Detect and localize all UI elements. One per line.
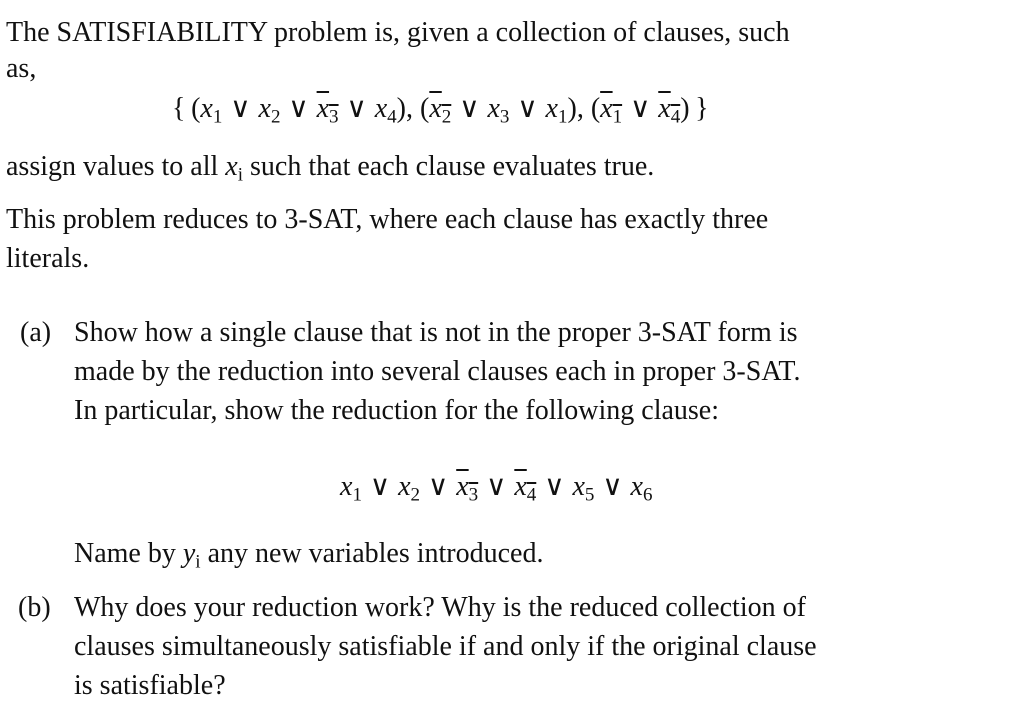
- literal: $x_4$: [514, 471, 537, 506]
- example-formula: [172, 92, 709, 134]
- or-operator: ∨: [486, 471, 507, 502]
- part-a-name-line: Name by $y_i$ any new variables introduced.: [74, 538, 544, 573]
- clause: [191, 93, 406, 128]
- part-a-line-3: In particular, show the reduction for the following clause:: [74, 395, 720, 426]
- or-operator: ∨: [602, 471, 623, 502]
- intro-line-2: as,: [6, 53, 37, 84]
- paren-close: ): [396, 93, 406, 124]
- intro-line-1: The SATISFIABILITY problem is, given a collection of clauses, such: [6, 17, 790, 48]
- literal: $x_1$: [200, 93, 223, 128]
- literal: $x_6$: [630, 471, 653, 506]
- part-b-line-2: clauses simultaneously satisfiable if and only if the original clause: [74, 631, 817, 662]
- or-operator: ∨: [230, 93, 251, 124]
- literal: $x_4$: [658, 93, 681, 128]
- part-b-line-1: Why does your reduction work? Why is the reduced collection of: [74, 592, 806, 623]
- literal: $x_3$: [316, 93, 339, 128]
- or-operator: ∨: [346, 93, 367, 124]
- or-operator: ∨: [459, 93, 480, 124]
- literal: $x_1$: [340, 471, 362, 506]
- literal: $x_3$: [487, 93, 510, 128]
- paren-close: ): [567, 93, 577, 124]
- var-y-i: $y_i$: [182, 538, 201, 573]
- part-a-line-1: Show how a single clause that is not in the proper 3-SAT form is: [74, 317, 798, 348]
- comma: ,: [576, 93, 591, 124]
- reduces-line-2: literals.: [6, 243, 90, 274]
- literal: $x_1$: [600, 93, 623, 128]
- or-operator: ∨: [427, 471, 449, 502]
- part-b-line-3: is satisfiable?: [74, 670, 226, 701]
- literal: $x_5$: [572, 471, 595, 506]
- paren-open: (: [420, 93, 430, 124]
- literal: $x_4$: [374, 93, 397, 128]
- literal: $x_3$: [456, 471, 479, 506]
- or-operator: ∨: [629, 93, 651, 124]
- part-b-label: (b): [18, 592, 51, 623]
- close-brace: }: [695, 93, 709, 124]
- or-operator: ∨: [544, 471, 565, 502]
- paren-open: (: [590, 93, 601, 124]
- paren-close: ): [680, 93, 690, 124]
- literal: $x_1$: [545, 93, 568, 128]
- or-operator: ∨: [369, 471, 391, 502]
- part-a-label: (a): [20, 317, 52, 348]
- or-operator: ∨: [288, 93, 309, 124]
- assign-values-line: assign values to all $x_i$ such that each clause evaluates true.: [6, 151, 655, 186]
- var-x-i: $x_i$: [225, 151, 244, 186]
- literal: $x_2$: [429, 93, 452, 128]
- open-brace: {: [172, 93, 186, 124]
- literal: $x_2$: [398, 471, 421, 506]
- reduction-clause: [340, 470, 653, 512]
- part-a-line-2: made by the reduction into several clauses each in proper 3-SAT.: [74, 356, 801, 387]
- paren-open: (: [191, 93, 201, 124]
- literal: $x_2$: [258, 93, 281, 128]
- or-operator: ∨: [517, 93, 538, 124]
- comma: ,: [406, 93, 420, 124]
- clause: [590, 93, 690, 128]
- reduces-line-1: This problem reduces to 3-SAT, where each clause has exactly three: [6, 204, 769, 235]
- clause: [420, 93, 577, 128]
